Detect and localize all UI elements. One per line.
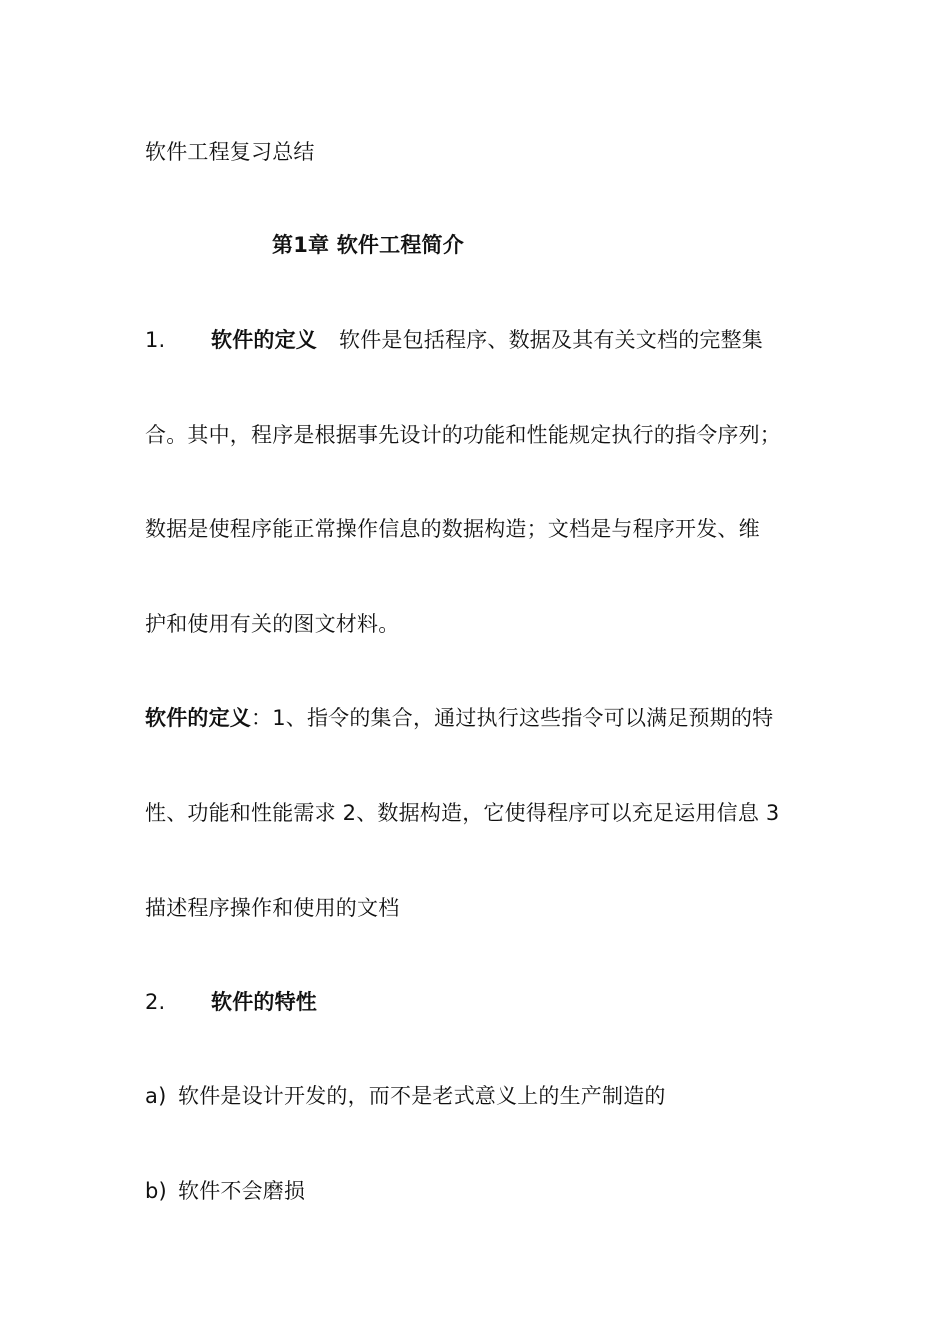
section-1-first-line — [145, 326, 763, 354]
definition-line-2: 性、功能和性能需求 2、数据构造，它使得程序可以充足运用信息 3 — [145, 801, 780, 825]
list-item-marker: b) — [145, 1179, 167, 1203]
section-1-number: 1. — [145, 328, 166, 352]
section-2-heading-line — [145, 988, 317, 1016]
section-1-line-1: 软件是包括程序、数据及其有关文档的完整集 — [339, 328, 763, 352]
section-1-line-4: 护和使用有关的图文材料。 — [145, 612, 400, 636]
list-item-marker: a) — [145, 1084, 167, 1108]
list-item — [145, 1177, 305, 1205]
definition-first-line — [145, 704, 773, 732]
section-1-line-3: 数据是使程序能正常操作信息的数据构造；文档是与程序开发、维 — [145, 517, 760, 541]
section-2-number: 2. — [145, 990, 166, 1014]
list-item-text: 软件是设计开发的，而不是老式意义上的生产制造的 — [178, 1084, 666, 1108]
list-item-text: 软件不会磨损 — [178, 1179, 306, 1203]
chapter-heading: 第1章 软件工程简介 — [272, 233, 464, 257]
definition-line-3: 描述程序操作和使用的文档 — [145, 896, 400, 920]
section-1-line-2: 合。其中，程序是根据事先设计的功能和性能规定执行的指令序列； — [145, 423, 781, 447]
document-title: 软件工程复习总结 — [145, 140, 315, 164]
list-item — [145, 1082, 666, 1110]
section-2-heading: 软件的特性 — [211, 990, 317, 1014]
definition-heading: 软件的定义 — [145, 706, 251, 730]
definition-line-1: ：1、指令的集合，通过执行这些指令可以满足预期的特 — [251, 706, 774, 730]
section-1-heading: 软件的定义 — [211, 328, 317, 352]
